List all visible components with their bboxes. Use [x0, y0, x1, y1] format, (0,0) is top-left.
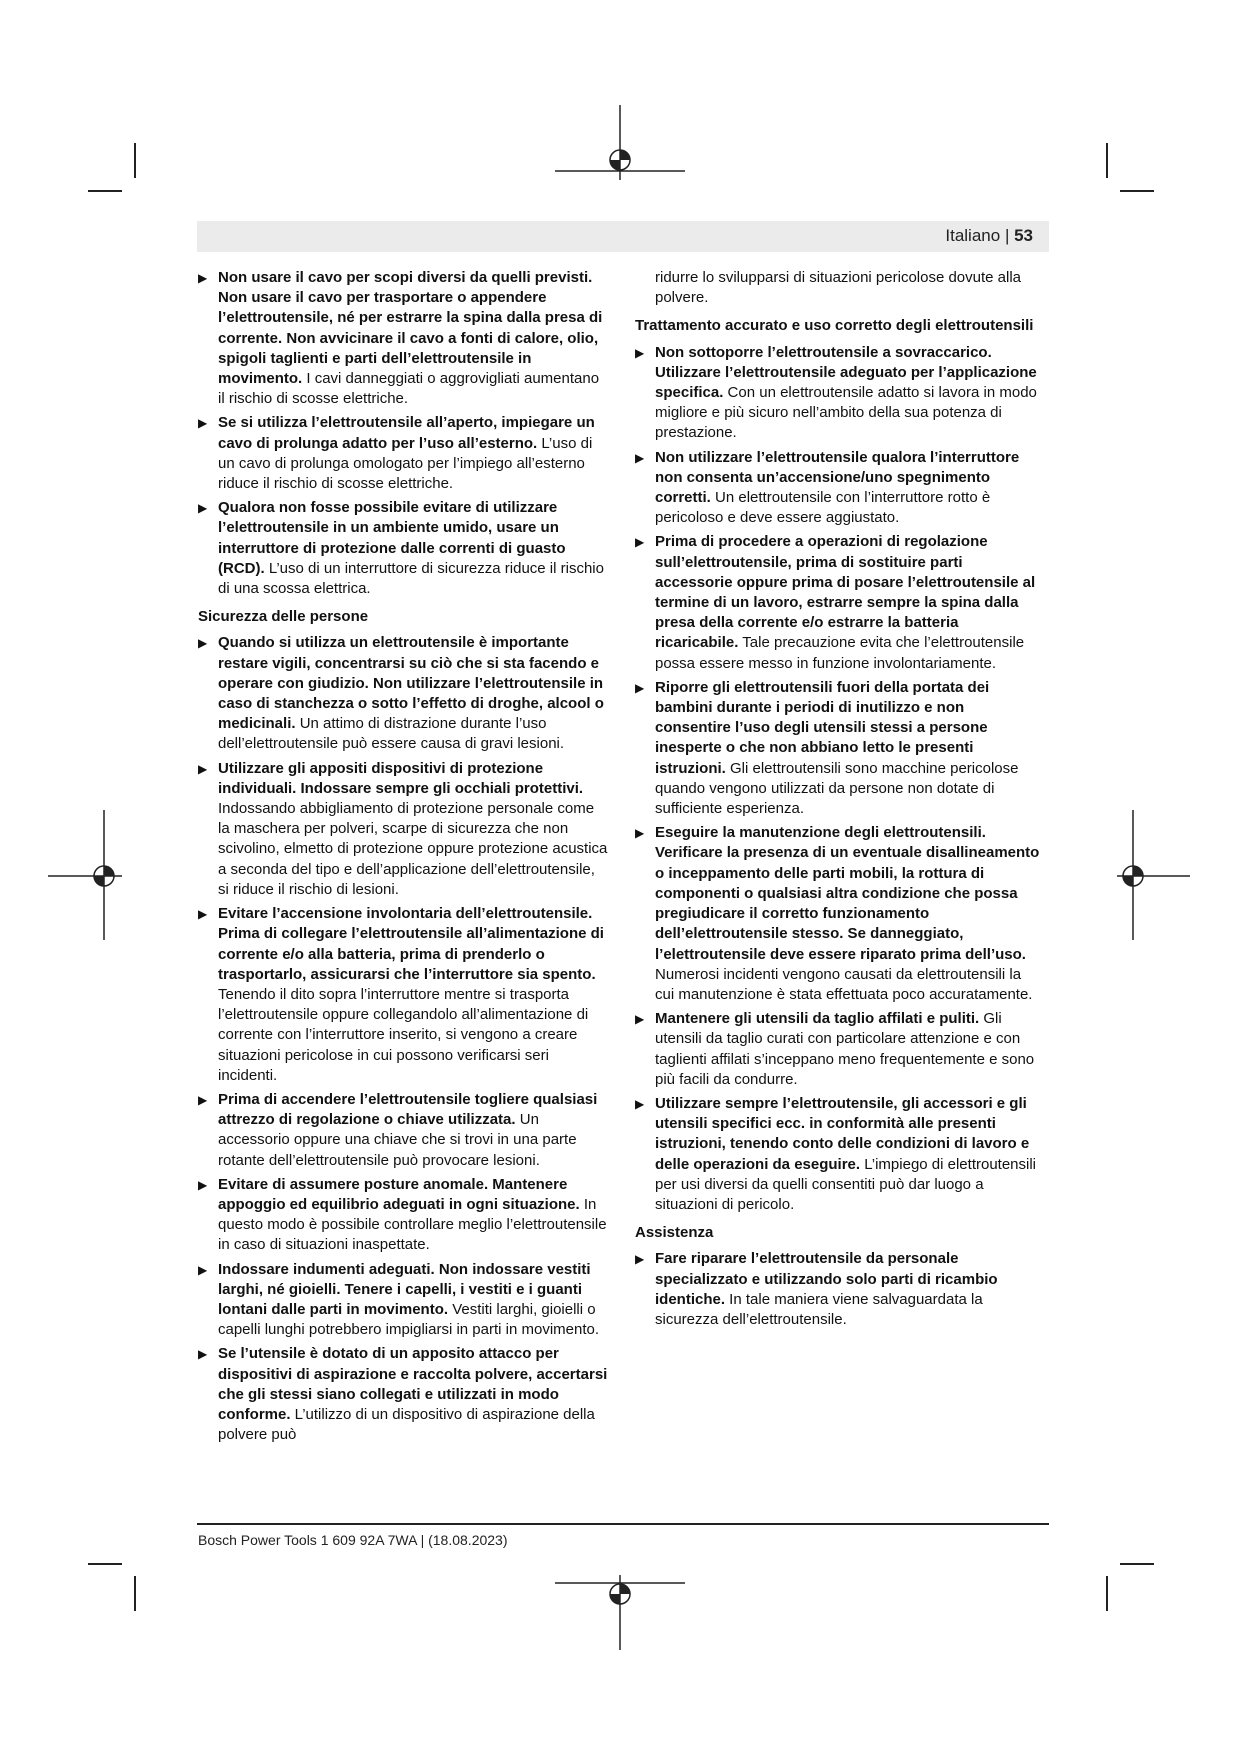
bullet-triangle-icon: ▶ [198, 1347, 208, 1362]
safety-item-instruction: Utilizzare gli appositi dispositivi di protezione individuali. Indossare sempre gli occhiali protettivi. [218, 759, 584, 797]
safety-item [198, 268, 608, 409]
bullet-triangle-icon: ▶ [635, 826, 645, 841]
safety-item-explanation: L’uso di un interruttore di sicurezza riduce il rischio di una scossa elettrica. [218, 559, 604, 598]
safety-item [635, 823, 1044, 1005]
safety-item [198, 1090, 608, 1171]
bullet-triangle-icon: ▶ [198, 416, 208, 431]
safety-item [635, 532, 1044, 673]
safety-item-explanation: Numerosi incidenti vengono causati da elettroutensili la cui manutenzione è stata effettuata poco accuratamente. [655, 965, 1033, 1003]
safety-item-instruction: Non utilizzare l’elettroutensile qualora l’interruttore non consenta un’accensione/uno spegnimento corretti. [655, 448, 1020, 507]
safety-item-explanation: Tenendo il dito sopra l’interruttore mentre si trasporta l’elettroutensile oppure collegandolo all’alimentazione di corrente con l’interruttore inserito, si vengono a creare situazioni pericolose in cui possono verificarsi seri incidenti. [218, 985, 589, 1084]
safety-item-explanation: Indossando abbigliamento di protezione personale come la maschera per polveri, scarpe di sicurezza che non scivolino, elmetto di protezione oppure protezione acustica a seconda del tipo e dell’applicazione dell’elettroutensile, si riduce il rischio di lesioni. [218, 800, 608, 898]
bullet-triangle-icon: ▶ [198, 636, 208, 651]
safety-item-instruction: Non usare il cavo per scopi diversi da quelli previsti. Non usare il cavo per trasportare o appendere l’elettroutensile, né per estrarre la spina dalla presa di corrente. Non avvicinare il cavo a fonti di calore, olio, spigoli taglienti e parti dell’elettroutensile in movimento. [218, 269, 603, 388]
section-heading: Sicurezza delle persone [198, 608, 369, 626]
section-heading: Trattamento accurato e uso corretto degli elettroutensili [635, 317, 1034, 335]
safety-item [198, 759, 608, 900]
safety-item [198, 1344, 608, 1445]
safety-item [198, 633, 608, 754]
safety-item-explanation: Un accessorio oppure una chiave che si trovi in una parte rotante dell’elettroutensile può provocare lesioni. [218, 1111, 577, 1169]
safety-item-explanation: L’uso di un cavo di prolunga omologato per l’impiego all’esterno riduce il rischio di scosse elettriche. [218, 434, 593, 493]
safety-item-explanation: Un elettroutensile con l’interruttore rotto è pericoloso e deve essere aggiustato. [655, 489, 991, 527]
footer-text: Bosch Power Tools 1 609 92A 7WA | (18.08.2023) [198, 1532, 508, 1548]
bullet-triangle-icon: ▶ [635, 1096, 645, 1111]
safety-item [635, 678, 1044, 819]
bullet-triangle-icon: ▶ [635, 535, 645, 550]
safety-item-instruction: Qualora non fosse possibile evitare di utilizzare l’elettroutensile in un ambiente umido, usare un interruttore di protezione dalle correnti di guasto (RCD). [218, 499, 566, 577]
safety-item [198, 904, 608, 1086]
page-number: 53 [1014, 226, 1033, 245]
section-heading: Assistenza [635, 1224, 714, 1242]
safety-item-instruction: Indossare indumenti adeguati. Non indossare vestiti larghi, né gioielli. Tenere i capelli, i vestiti e i guanti lontani dalle parti in movimento. [218, 1260, 591, 1318]
bullet-triangle-icon: ▶ [198, 761, 208, 776]
safety-item [635, 1094, 1044, 1215]
bullet-triangle-icon: ▶ [635, 345, 645, 360]
safety-item-explanation: L’utilizzo di un dispositivo di aspirazione della polvere può [218, 1405, 595, 1444]
safety-item-instruction: Evitare l’accensione involontaria dell’elettroutensile. Prima di collegare l’elettroutensile all’alimentazione di corrente e/o alla batteria, prima di prenderlo o trasportarlo, assicurarsi che l’interruttore sia spento. [218, 905, 604, 983]
safety-item-instruction: Mantenere gli utensili da taglio affilati e puliti. [655, 1010, 980, 1028]
safety-item-explanation: I cavi danneggiati o aggrovigliati aumentano il rischio di scosse elettriche. [218, 370, 600, 408]
safety-item-explanation: Gli utensili da taglio curati con particolare attenzione e con taglienti affilati s’inceppano meno frequentemente e sono più facili da condurre. [655, 1010, 1035, 1088]
bullet-triangle-icon: ▶ [635, 680, 645, 695]
safety-item [635, 343, 1044, 444]
safety-item-instruction: Se l’utensile è dotato di un apposito attacco per dispositivi di aspirazione e raccolta polvere, accertarsi che gli stessi siano collegati e utilizzati in modo conforme. [218, 1345, 608, 1423]
bullet-triangle-icon: ▶ [635, 450, 645, 465]
safety-item [635, 1009, 1044, 1090]
safety-item-instruction: Eseguire la manutenzione degli elettroutensili. Verificare la presenza di un eventuale disallineamento o inceppamento delle parti mobili, la rottura di componenti o qualsiasi altra condizione che possa pregiudicare il corretto funzionamento dell’elettroutensile stesso. Se danneggiato, l’elettroutensile deve essere riparato prima dell’uso. [655, 824, 1040, 963]
bullet-triangle-icon: ▶ [198, 1262, 208, 1277]
safety-item-explanation: Tale precauzione evita che l’elettroutensile possa essere messo in funzione involontariamente. [655, 634, 1025, 672]
left-column [198, 268, 608, 1449]
right-column [635, 268, 1044, 1334]
safety-item-instruction: Se si utilizza l’elettroutensile all’aperto, impiegare un cavo di prolunga adatto per l’uso all’esterno. [218, 414, 595, 452]
bullet-triangle-icon: ▶ [635, 1252, 645, 1267]
safety-item-instruction: Quando si utilizza un elettroutensile è importante restare vigili, concentrarsi su ciò che si sta facendo e operare con giudizio. Non utilizzare l’elettroutensile in caso di stanchezza o sotto l’effetto di droghe, alcool o medicinali. [218, 634, 604, 733]
safety-item-instruction: Fare riparare l’elettroutensile da personale specializzato e utilizzando solo parti di ricambio identiche. [655, 1250, 998, 1308]
safety-item-instruction: Prima di accendere l’elettroutensile togliere qualsiasi attrezzo di regolazione o chiave utilizzata. [218, 1090, 598, 1129]
safety-item [198, 1260, 608, 1341]
header-language: Italiano [945, 226, 1001, 245]
safety-item-instruction: Riporre gli elettroutensili fuori della portata dei bambini durante i periodi di inutilizzo e non consentire l’uso degli utensili stessi a persone inesperte o che non abbiano letto le presenti istruzioni. [655, 678, 990, 777]
safety-item-explanation: In tale maniera viene salvaguardata la sicurezza dell’elettroutensile. [655, 1290, 983, 1328]
safety-item-explanation: Un attimo di distrazione durante l’uso dell’elettroutensile può essere causa di gravi lesioni. [218, 715, 565, 753]
safety-item [198, 1175, 608, 1256]
safety-item-instruction: Non sottoporre l’elettroutensile a sovraccarico. Utilizzare l’elettroutensile adeguato per l’applicazione specifica. [655, 343, 1037, 402]
safety-item [198, 413, 608, 494]
safety-item-explanation: Vestiti larghi, gioielli o capelli lunghi potrebbero impigliarsi in parti in movimento. [218, 1300, 600, 1339]
bullet-triangle-icon: ▶ [198, 1177, 208, 1192]
safety-item [198, 498, 608, 599]
safety-item-explanation: L’impiego di elettroutensili per usi diversi da quelli consentiti può dar luogo a situazioni di pericolo. [655, 1155, 1037, 1213]
safety-item-explanation: Con un elettroutensile adatto si lavora in modo migliore e più sicuro nell’ambito della sua potenza di prestazione. [655, 384, 1037, 442]
bullet-triangle-icon: ▶ [198, 1092, 208, 1107]
safety-item [635, 1249, 1044, 1330]
safety-item-explanation: Gli elettroutensili sono macchine pericolose quando vengono utilizzati da persone non dotate di sufficiente esperienza. [655, 759, 1019, 818]
bullet-triangle-icon: ▶ [198, 907, 208, 922]
footer-divider [197, 1523, 1049, 1525]
bullet-triangle-icon: ▶ [198, 501, 208, 516]
bullet-triangle-icon: ▶ [198, 271, 208, 285]
paragraph-continuation: ridurre lo svilupparsi di situazioni pericolose dovute alla polvere. [655, 269, 1022, 307]
page-header [197, 221, 1049, 252]
safety-item-instruction: Utilizzare sempre l’elettroutensile, gli accessori e gli utensili specifici ecc. in conformità alle presenti istruzioni, tenendo conto delle condizioni di lavoro e delle operazioni da eseguire. [655, 1094, 1030, 1173]
safety-item-explanation: In questo modo è possibile controllare meglio l’elettroutensile in caso di situazioni inaspettate. [218, 1195, 607, 1254]
header-label: Italiano | 53 [945, 226, 1033, 245]
bullet-triangle-icon: ▶ [635, 1012, 645, 1027]
safety-item [635, 448, 1044, 529]
safety-item-instruction: Prima di procedere a operazioni di regolazione sull’elettroutensile, prima di sostituire parti accessorie oppure prima di posare l’elettroutensile al termine di un lavoro, estrarre sempre la spina dalla presa della corrente e/o estrarre la batteria ricaricabile. [655, 533, 1036, 652]
safety-item-instruction: Evitare di assumere posture anomale. Mantenere appoggio ed equilibrio adeguati in ogni situazione. [218, 1175, 580, 1213]
